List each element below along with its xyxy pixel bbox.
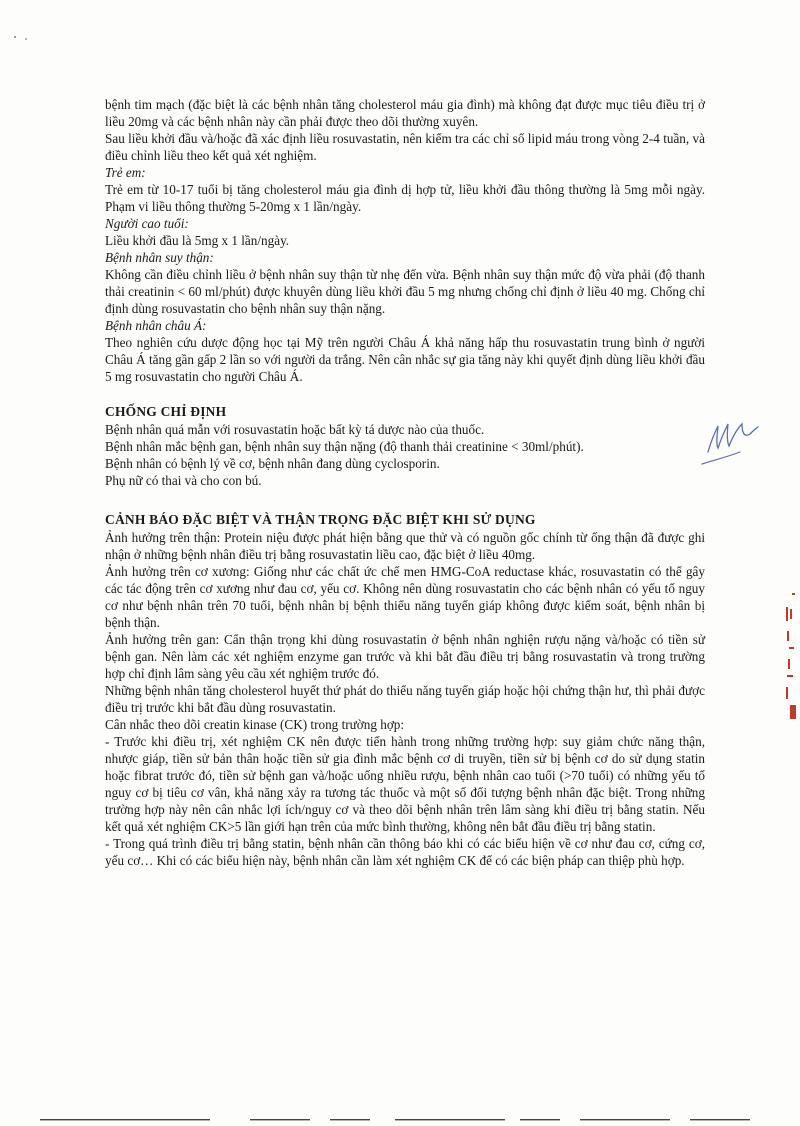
paragraph: Trẻ em từ 10-17 tuổi bị tăng cholesterol máu gia đình dị hợp tử, liều khởi đầu thông thường là 5mg mỗi ngày. Phạm vi liều thông thường 5-20mg x 1 lần/ngày. [105, 182, 705, 214]
warning-paragraph: - Trước khi điều trị, xét nghiệm CK nên được tiến hành trong những trường hợp: suy giảm chức năng thận, nhược giáp, tiền sử bản thân hoặc tiền sử gia đình mắc bệnh cơ di truyền, tiền sử bị bệnh cơ do sử dụng statin hoặc fibrat trước đó, tiền sử bệnh gan và/hoặc uống nhiều rượu, bệnh nhân cao tuổi (>70 tuổi) có những yếu tố nguy cơ bị tiêu cơ vân, khả năng xảy ra tương tác thuốc và một số đối tượng bệnh nhân đặc biệt. Trong những trường hợp này nên cân nhắc lợi ích/nguy cơ và theo dõi bệnh nhân trên lâm sàng khi điều trị bằng statin. Nếu kết quả xét nghiệm CK>5 lần giới hạn trên của mức bình thường, không nên bắt đầu điều trị bằng statin. [105, 734, 705, 834]
subsection-heading: Bệnh nhân suy thận: [105, 250, 214, 265]
subsection-heading: Bệnh nhân châu Á: [105, 318, 207, 333]
dosage-section [105, 96, 705, 385]
contraindication-item: Bệnh nhân mắc bệnh gan, bệnh nhân suy thận nặng (độ thanh thải creatinine < 30ml/phút). [105, 439, 584, 454]
paragraph: Theo nghiên cứu dược động học tại Mỹ trên người Châu Á khả năng hấp thu rosuvastatin trung bình ở người Châu Á tăng gần gấp 2 lần so với người da trắng. Nên cân nhắc sự gia tăng này khi quyết định dùng liều khởi đầu 5 mg rosuvastatin cho người Châu Á. [105, 335, 705, 384]
subsection-heading: Người cao tuổi: [105, 216, 189, 231]
warning-paragraph: Ảnh hưởng trên cơ xương: Giống như các chất ức chế men HMG-CoA reductase khác, rosuvastatin có thể gây các tác động trên cơ xương như đau cơ, yếu cơ. Không nên dùng rosuvastatin cho các bệnh nhân có yếu tố nguy cơ như bệnh nhân trên 70 tuổi, bệnh nhân bị bệnh thiểu năng tuyến giáp không được kiểm soát, bệnh nhân bị bệnh thận. [105, 564, 705, 630]
warning-paragraph: Cân nhắc theo dõi creatin kinase (CK) trong trường hợp: [105, 717, 405, 732]
contraindication-item: Bệnh nhân có bệnh lý về cơ, bệnh nhân đang dùng cyclosporin. [105, 456, 440, 471]
subsection-heading: Trẻ em: [105, 165, 146, 180]
paragraph: Sau liều khởi đầu và/hoặc đã xác định liều rosuvastatin, nên kiểm tra các chỉ số lipid máu trong vòng 2-4 tuần, và điều chỉnh liều theo kết quả xét nghiệm. [105, 131, 705, 163]
paragraph: bệnh tim mạch (đặc biệt là các bệnh nhân tăng cholesterol máu gia đình) mà không đạt được mục tiêu điều trị ở liều 20mg và các bệnh nhân này cần phải được theo dõi thường xuyên. [105, 97, 705, 129]
bottom-scan-line [0, 1118, 800, 1122]
warning-paragraph: - Trong quá trình điều trị bằng statin, bệnh nhân cần thông báo khi có các biểu hiện về cơ như đau cơ, cứng cơ, yếu cơ… Khi có các biểu hiện này, bệnh nhân cần làm xét nghiệm CK để có các biện pháp can thiệp phù hợp. [105, 836, 705, 868]
warning-paragraph: Ảnh hưởng trên thận: Protein niệu được phát hiện bằng que thử và có nguồn gốc chính từ ống thận đã được ghi nhận ở những bệnh nhân điều trị bằng rosuvastatin liều cao, đặc biệt ở liều 40mg. [105, 530, 705, 562]
scan-dots [12, 32, 42, 42]
contraindications-list [105, 421, 705, 489]
contraindication-item: Phụ nữ có thai và cho con bú. [105, 473, 262, 488]
document-body [105, 96, 705, 869]
contraindication-item: Bệnh nhân quá mẫn với rosuvastatin hoặc bất kỳ tá dược nào của thuốc. [105, 422, 485, 437]
warning-paragraph: Ảnh hưởng trên gan: Cẩn thận trọng khi dùng rosuvastatin ở bệnh nhân nghiện rượu nặng và/hoặc có tiền sử bệnh gan. Nên làm các xét nghiệm enzyme gan trước và khi bắt đầu điều trị bằng rosuvastatin và trong trường hợp chỉ định lâm sàng yêu cầu xét nghiệm trước đó. [105, 632, 705, 681]
warnings-list [105, 529, 705, 869]
paragraph: Không cần điều chỉnh liều ở bệnh nhân suy thận từ nhẹ đến vừa. Bệnh nhân suy thận mức độ vừa phải (độ thanh thải creatinin < 60 ml/phút) được khuyên dùng liều khởi đầu 5 mg nhưng chống chỉ định ở liều 40 mg. Chống chỉ định dùng rosuvastatin cho bệnh nhân suy thận nặng. [105, 267, 705, 316]
paragraph: Liều khởi đầu là 5mg x 1 lần/ngày. [105, 233, 290, 248]
warning-paragraph: Những bệnh nhân tăng cholesterol huyết thứ phát do thiểu năng tuyến giáp hoặc hội chứng thận hư, thì phải được điều trị trước khi bắt đầu dùng rosuvastatin. [105, 683, 705, 715]
warnings-heading: CẢNH BÁO ĐẶC BIỆT VÀ THẬN TRỌNG ĐẶC BIỆT KHI SỬ DỤNG [105, 512, 536, 527]
handwritten-signature [700, 418, 760, 468]
contraindications-heading: CHỐNG CHỈ ĐỊNH [105, 404, 227, 419]
edge-stamp-fragment [778, 585, 800, 735]
